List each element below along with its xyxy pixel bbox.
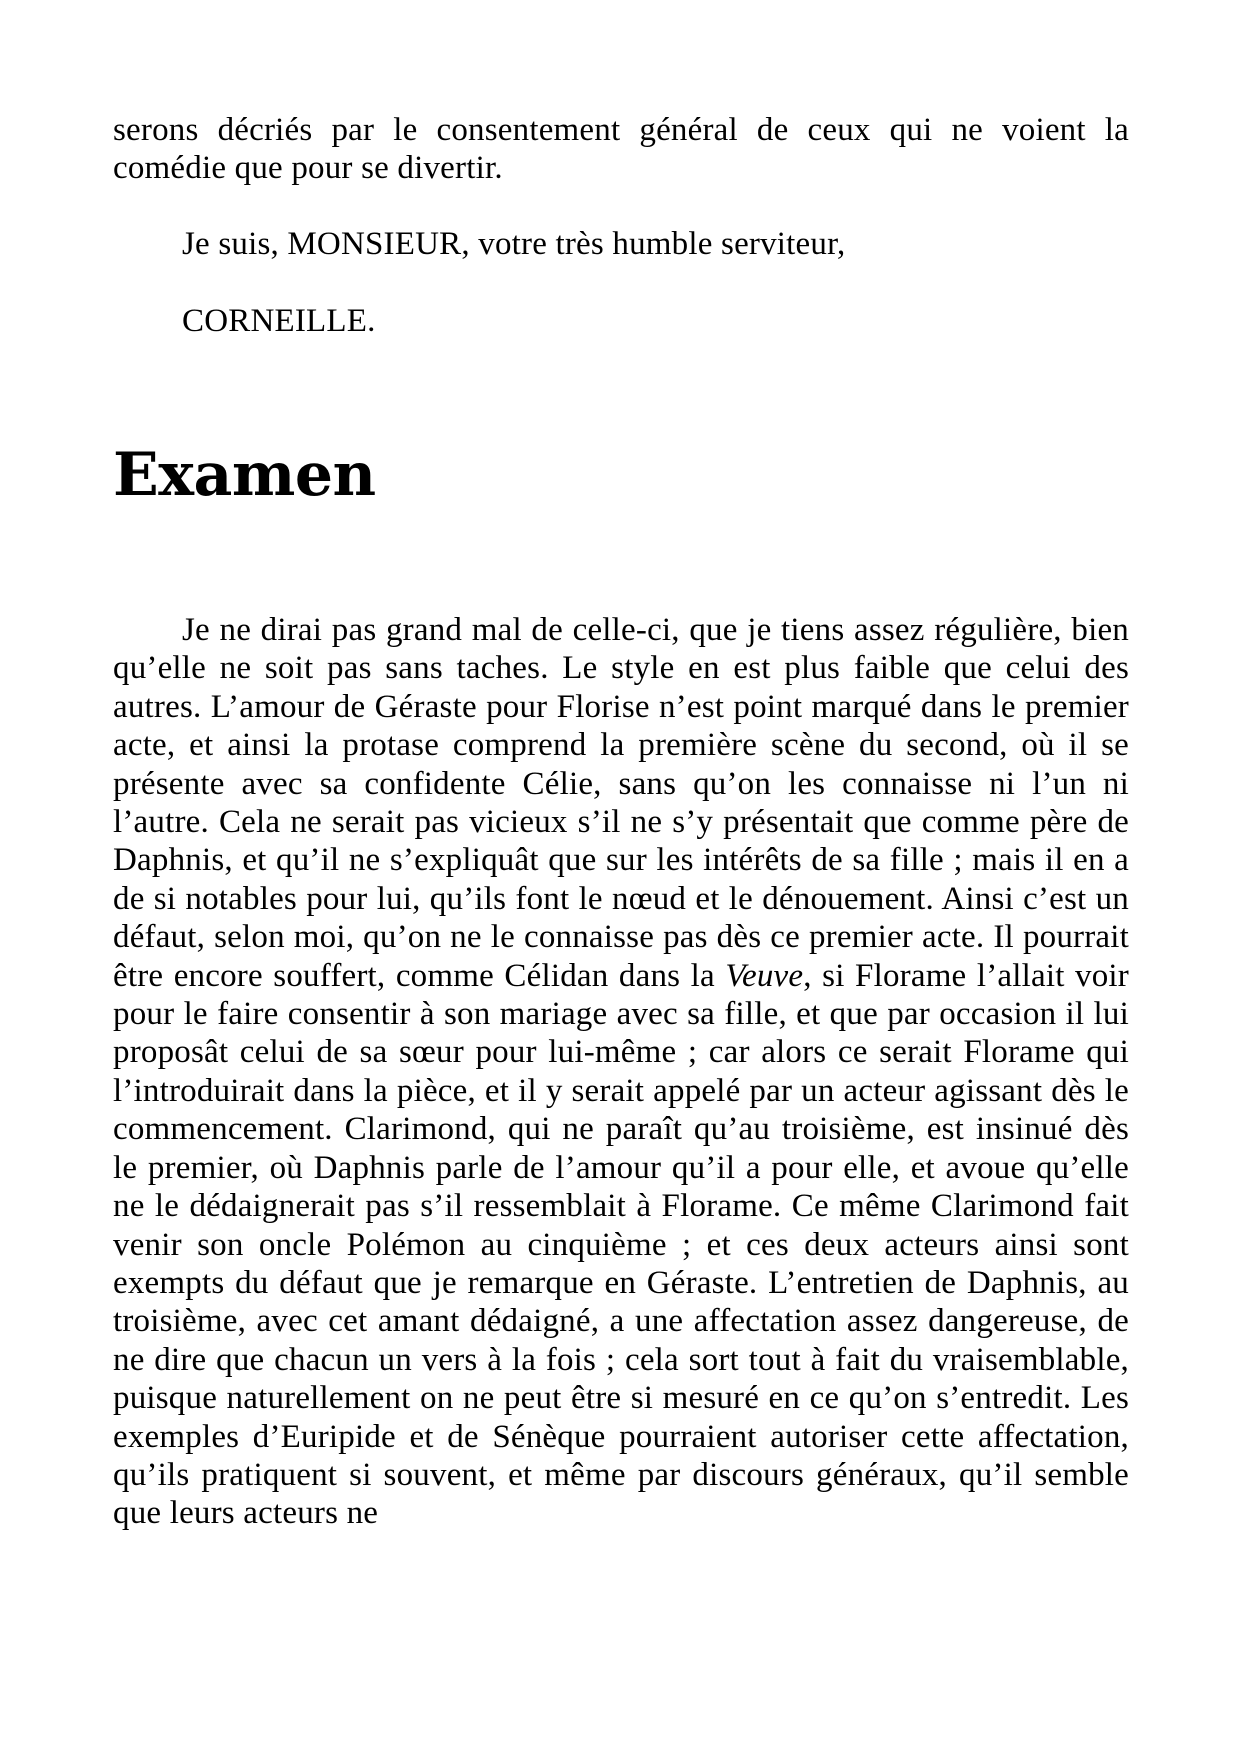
play-title-italic: Veuve	[725, 957, 804, 994]
author-signature: CORNEILLE.	[182, 303, 376, 339]
closing-salutation: Je suis, MONSIEUR, votre très humble serviteur,	[182, 226, 846, 262]
examen-paragraph	[113, 611, 1129, 1533]
continuation-paragraph: serons décriés par le consentement général de ceux qui ne voient la comédie que pour se divertir.	[113, 112, 1129, 187]
examen-text-part-2: , si Florame l’allait voir pour le faire consentir à son mariage avec sa fille, et que par occasion il lui proposât celui de sa sœur pour lui-même ; car alors ce serait Florame qui l’introduirait dans la pièce, et il y serait appelé par un acteur agissant dès le commencement. Clarimond, qui ne paraît qu’au troisième, est insinué dès le premier, où Daphnis parle de l’amour qu’il a pour elle, et avoue qu’elle ne le dédaignerait pas s’il ressemblait à Florame. Ce même Clarimond fait venir son oncle Polémon au cinquième ; et ces deux acteurs ainsi sont exempts du défaut que je remarque en Géraste. L’entretien de Daphnis, au troisième, avec cet amant dédaigné, a une affectation assez dangereuse, de ne dire que chacun un vers à la fois ; cela sort tout à fait du vraisemblable, puisque naturellement on ne peut être si mesuré en ce qu’on s’entredit. Les exemples d’Euripide et de Sénèque pourraient autoriser cette affectation, qu’ils pratiquent si souvent, et même par discours généraux, qu’il semble que leurs acteurs ne	[113, 957, 1129, 1532]
examen-text-part-1: Je ne dirai pas grand mal de celle-ci, que je tiens assez régulière, bien qu’elle ne soit pas sans taches. Le style en est plus faible que celui des autres. L’amour de Géraste pour Florise n’est point marqué dans le premier acte, et ainsi la protase comprend la première scène du second, où il se présente avec sa confidente Célie, sans qu’on les connaisse ni l’un ni l’autre. Cela ne serait pas vicieux s’il ne s’y présentait que comme père de Daphnis, et qu’il ne s’expliquât que sur les intérêts de sa fille ; mais il en a de si notables pour lui, qu’ils font le nœud et le dénouement. Ainsi c’est un défaut, selon moi, qu’on ne le connaisse pas dès ce premier acte. Il pourrait être encore souffert, comme Célidan dans la	[113, 612, 1129, 994]
section-heading: Examen	[113, 440, 376, 510]
